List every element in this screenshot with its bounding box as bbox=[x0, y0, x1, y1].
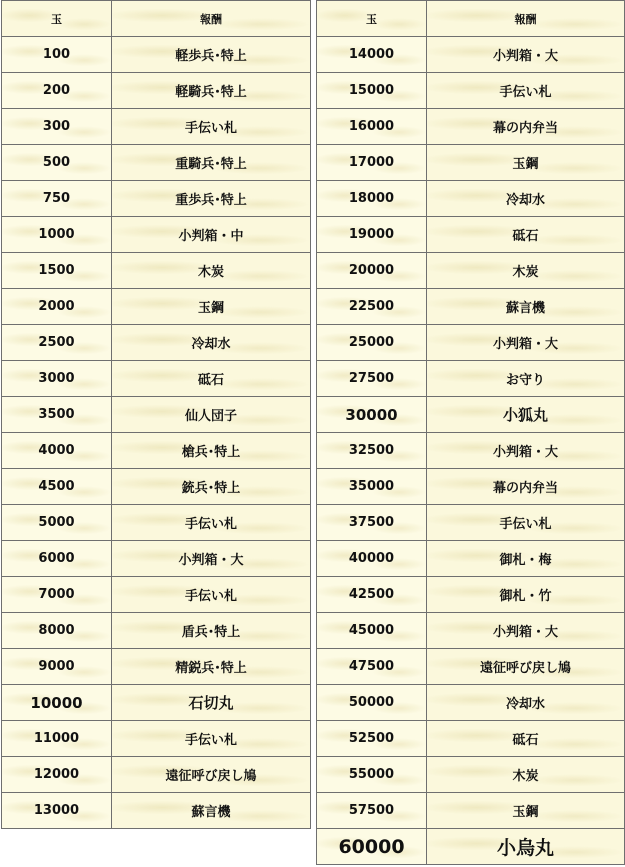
table-row bbox=[317, 37, 625, 73]
reward-cell: 手伝い札 bbox=[112, 109, 311, 145]
header-row bbox=[317, 1, 625, 37]
tama-cell: 35000 bbox=[317, 469, 427, 505]
tama-cell: 1500 bbox=[2, 253, 112, 289]
tama-cell: 52500 bbox=[317, 721, 427, 757]
table-row bbox=[2, 325, 311, 361]
table-row bbox=[317, 289, 625, 325]
tama-cell: 57500 bbox=[317, 793, 427, 829]
reward-cell: 遠征呼び戻し鳩 bbox=[112, 757, 311, 793]
reward-cell: 玉鋼 bbox=[427, 793, 625, 829]
tama-cell: 12000 bbox=[2, 757, 112, 793]
reward-cell: 木炭 bbox=[112, 253, 311, 289]
reward-table-left bbox=[1, 0, 311, 829]
tama-cell: 7000 bbox=[2, 577, 112, 613]
tama-cell: 1000 bbox=[2, 217, 112, 253]
reward-cell: 小狐丸 bbox=[427, 397, 625, 433]
table-row bbox=[317, 433, 625, 469]
tama-cell: 30000 bbox=[317, 397, 427, 433]
tama-cell: 200 bbox=[2, 73, 112, 109]
reward-cell: 玉鋼 bbox=[427, 145, 625, 181]
header-tama: 玉 bbox=[317, 1, 427, 37]
table-row bbox=[2, 721, 311, 757]
reward-cell: 小判箱・大 bbox=[427, 325, 625, 361]
tama-cell: 500 bbox=[2, 145, 112, 181]
tama-cell: 2000 bbox=[2, 289, 112, 325]
reward-cell: 小烏丸 bbox=[427, 829, 625, 865]
reward-cell: 蘇言機 bbox=[112, 793, 311, 829]
reward-cell: 御札・梅 bbox=[427, 541, 625, 577]
tama-cell: 6000 bbox=[2, 541, 112, 577]
tama-cell: 8000 bbox=[2, 613, 112, 649]
reward-cell: 木炭 bbox=[427, 253, 625, 289]
table-row bbox=[2, 505, 311, 541]
table-row bbox=[317, 793, 625, 829]
header-tama: 玉 bbox=[2, 1, 112, 37]
table-row bbox=[317, 757, 625, 793]
table-row bbox=[317, 613, 625, 649]
tama-cell: 9000 bbox=[2, 649, 112, 685]
reward-cell: 玉鋼 bbox=[112, 289, 311, 325]
tama-cell: 17000 bbox=[317, 145, 427, 181]
reward-cell: 盾兵･特上 bbox=[112, 613, 311, 649]
header-reward: 報酬 bbox=[427, 1, 625, 37]
table-row bbox=[317, 685, 625, 721]
reward-cell: 手伝い札 bbox=[427, 73, 625, 109]
reward-cell: 軽歩兵･特上 bbox=[112, 37, 311, 73]
tama-cell: 18000 bbox=[317, 181, 427, 217]
reward-cell: 冷却水 bbox=[112, 325, 311, 361]
tama-cell: 4500 bbox=[2, 469, 112, 505]
tama-cell: 15000 bbox=[317, 73, 427, 109]
reward-table-right-body bbox=[317, 1, 625, 865]
tama-cell: 4000 bbox=[2, 433, 112, 469]
table-row bbox=[2, 397, 311, 433]
reward-cell: 手伝い札 bbox=[427, 505, 625, 541]
table-row bbox=[317, 829, 625, 865]
table-row bbox=[2, 217, 311, 253]
header-reward: 報酬 bbox=[112, 1, 311, 37]
reward-cell: 手伝い札 bbox=[112, 505, 311, 541]
reward-cell: 小判箱・中 bbox=[112, 217, 311, 253]
tama-cell: 100 bbox=[2, 37, 112, 73]
reward-cell: 重騎兵･特上 bbox=[112, 145, 311, 181]
tama-cell: 300 bbox=[2, 109, 112, 145]
header-row bbox=[2, 1, 311, 37]
tama-cell: 19000 bbox=[317, 217, 427, 253]
tama-cell: 13000 bbox=[2, 793, 112, 829]
table-row bbox=[2, 253, 311, 289]
reward-cell: 冷却水 bbox=[427, 181, 625, 217]
reward-cell: 冷却水 bbox=[427, 685, 625, 721]
table-row bbox=[2, 433, 311, 469]
reward-cell: 砥石 bbox=[112, 361, 311, 397]
table-row bbox=[2, 757, 311, 793]
tama-cell: 3500 bbox=[2, 397, 112, 433]
reward-cell: 銃兵･特上 bbox=[112, 469, 311, 505]
tama-cell: 25000 bbox=[317, 325, 427, 361]
table-row bbox=[2, 181, 311, 217]
table-row bbox=[2, 73, 311, 109]
table-row bbox=[317, 325, 625, 361]
table-row bbox=[2, 37, 311, 73]
table-row bbox=[2, 109, 311, 145]
tama-cell: 50000 bbox=[317, 685, 427, 721]
tama-cell: 22500 bbox=[317, 289, 427, 325]
tama-cell: 750 bbox=[2, 181, 112, 217]
table-row bbox=[317, 397, 625, 433]
table-row bbox=[317, 361, 625, 397]
tama-cell: 32500 bbox=[317, 433, 427, 469]
reward-cell: 幕の内弁当 bbox=[427, 469, 625, 505]
table-row bbox=[317, 541, 625, 577]
table-row bbox=[2, 649, 311, 685]
reward-table-right bbox=[316, 0, 625, 865]
reward-cell: 槍兵･特上 bbox=[112, 433, 311, 469]
table-row bbox=[317, 253, 625, 289]
table-row bbox=[317, 109, 625, 145]
reward-cell: 石切丸 bbox=[112, 685, 311, 721]
table-row bbox=[317, 181, 625, 217]
tama-cell: 16000 bbox=[317, 109, 427, 145]
table-row bbox=[2, 541, 311, 577]
table-row bbox=[317, 145, 625, 181]
tama-cell: 45000 bbox=[317, 613, 427, 649]
table-row bbox=[2, 145, 311, 181]
table-row bbox=[2, 613, 311, 649]
table-row bbox=[317, 577, 625, 613]
tama-cell: 11000 bbox=[2, 721, 112, 757]
reward-cell: 砥石 bbox=[427, 721, 625, 757]
reward-cell: 御札・竹 bbox=[427, 577, 625, 613]
table-row bbox=[317, 469, 625, 505]
tama-cell: 5000 bbox=[2, 505, 112, 541]
tama-cell: 37500 bbox=[317, 505, 427, 541]
tama-cell: 3000 bbox=[2, 361, 112, 397]
tama-cell: 42500 bbox=[317, 577, 427, 613]
tama-cell: 55000 bbox=[317, 757, 427, 793]
table-row bbox=[317, 217, 625, 253]
reward-cell: 木炭 bbox=[427, 757, 625, 793]
reward-table-left-body bbox=[2, 1, 311, 829]
tama-cell: 20000 bbox=[317, 253, 427, 289]
reward-cell: 小判箱・大 bbox=[427, 37, 625, 73]
reward-cell: お守り bbox=[427, 361, 625, 397]
table-row bbox=[317, 505, 625, 541]
reward-cell: 小判箱・大 bbox=[427, 433, 625, 469]
table-row bbox=[2, 469, 311, 505]
reward-cell: 仙人団子 bbox=[112, 397, 311, 433]
tama-cell: 47500 bbox=[317, 649, 427, 685]
reward-cell: 幕の内弁当 bbox=[427, 109, 625, 145]
table-row bbox=[2, 793, 311, 829]
table-row bbox=[2, 577, 311, 613]
reward-cell: 小判箱・大 bbox=[427, 613, 625, 649]
table-row bbox=[2, 361, 311, 397]
tama-cell: 2500 bbox=[2, 325, 112, 361]
table-row bbox=[2, 685, 311, 721]
table-row bbox=[317, 721, 625, 757]
reward-cell: 蘇言機 bbox=[427, 289, 625, 325]
reward-cell: 小判箱・大 bbox=[112, 541, 311, 577]
reward-cell: 精鋭兵･特上 bbox=[112, 649, 311, 685]
reward-cell: 重歩兵･特上 bbox=[112, 181, 311, 217]
reward-cell: 軽騎兵･特上 bbox=[112, 73, 311, 109]
tama-cell: 10000 bbox=[2, 685, 112, 721]
table-row bbox=[317, 649, 625, 685]
tama-cell: 40000 bbox=[317, 541, 427, 577]
tama-cell: 60000 bbox=[317, 829, 427, 865]
table-row bbox=[317, 73, 625, 109]
tama-cell: 14000 bbox=[317, 37, 427, 73]
tama-cell: 27500 bbox=[317, 361, 427, 397]
reward-cell: 手伝い札 bbox=[112, 577, 311, 613]
reward-cell: 砥石 bbox=[427, 217, 625, 253]
reward-cell: 手伝い札 bbox=[112, 721, 311, 757]
table-row bbox=[2, 289, 311, 325]
reward-cell: 遠征呼び戻し鳩 bbox=[427, 649, 625, 685]
